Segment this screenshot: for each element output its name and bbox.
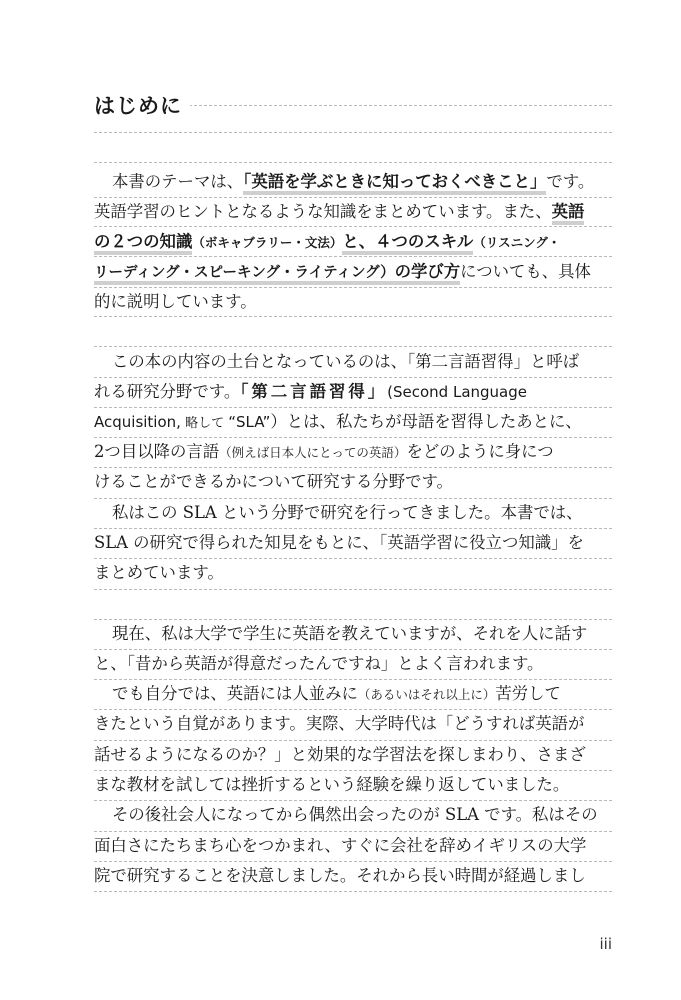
ruled-line (94, 162, 612, 163)
ruled-line (94, 132, 612, 133)
text-line: 的に説明しています。 (94, 292, 257, 311)
text-line: でも自分では、英語には人並みに（あるいはそれ以上に）苦労して (112, 684, 561, 703)
heading-row (94, 86, 612, 120)
text-line: この本の内容の土台となっているのは、「第二言語習得」と呼ば (112, 352, 580, 371)
text-line: その後社会人になってから偶然出会ったのが SLA です。私はその (112, 805, 598, 824)
text-line: 話せるようになるのか？」と効果的な学習法を探しまわり、さまざ (94, 745, 586, 764)
page-heading: はじめに (94, 90, 190, 120)
page-number: iii (599, 935, 612, 953)
text-line: 2つ目以降の言語（例えば日本人にとっての英語）をどのように身につ (94, 442, 554, 461)
text-line: 私はこの SLA という分野で研究を行ってきました。本書では、 (112, 503, 583, 522)
text-line: まとめています。 (94, 563, 224, 582)
text-line: 現在、私は大学で学生に英語を教えていますが、それを人に話す (112, 624, 588, 643)
text-line: きたという自覚があります。実際、大学時代は「どうすれば英語が (94, 714, 585, 733)
text-line: と、「昔から英語が得意だったんですね」とよく言われます。 (94, 654, 544, 673)
text-line: 院で研究することを決意しました。それから長い時間が経過しまし (94, 866, 586, 885)
text-line: 英語学習のヒントとなるような知識をまとめています。また、英語 (94, 197, 612, 227)
text-line: 面白さにたちまち心をつかまれ、すぐに会社を辞めイギリスの大学 (94, 836, 587, 855)
text-line: リーディング・スピーキング・ライティング）の学び方についても、具体 (94, 257, 612, 287)
ruled-line (94, 891, 612, 892)
text-line: Acquisition, 略して “SLA”）とは、私たちが母語を習得したあとに、 (94, 412, 582, 431)
text-line: の２つの知識（ボキャブラリー・文法）と、４つのスキル（リスニング・ (94, 227, 612, 257)
text-line: れる研究分野です。「第二言語習得」(Second Language (94, 382, 527, 401)
text-line: まな教材を試しては挫折するという経験を繰り返していました。 (94, 775, 570, 794)
text-line: けることができるかについて研究する分野です。 (94, 472, 453, 491)
ruled-line (94, 589, 612, 590)
text-line: 本書のテーマは、「英語を学ぶときに知っておくべきこと」です。 (94, 167, 612, 197)
text-line: SLA の研究で得られた知見をもとに、「英語学習に役立つ知識」を (94, 533, 584, 552)
